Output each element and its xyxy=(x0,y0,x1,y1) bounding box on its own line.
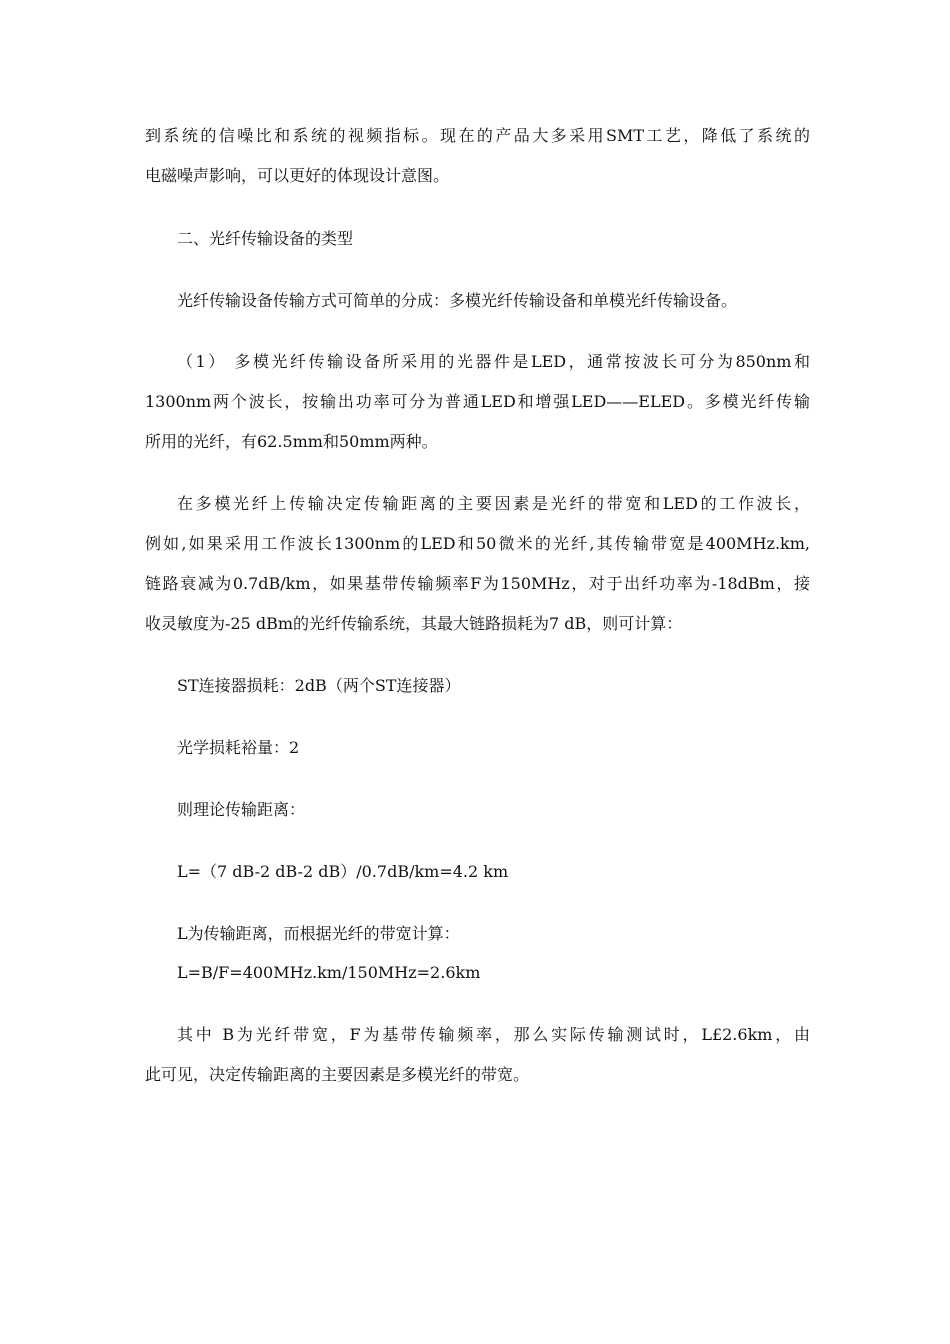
intro-line-2: 电磁噪声影响，可以更好的体现设计意图。 xyxy=(145,166,450,185)
multimode-line-1: （1） 多模光纤传输设备所采用的光器件是LED，通常按波长可分为850nm和 xyxy=(177,352,810,371)
section-heading: 二、光纤传输设备的类型 xyxy=(177,229,354,248)
distance-line-1: 在多模光纤上传输决定传输距离的主要因素是光纤的带宽和LED的工作波长， xyxy=(177,494,810,513)
attenuation-formula: L=（7 dB-2 dB-2 dB）/0.7dB/km=4.2 km xyxy=(177,862,509,881)
types-paragraph: 光纤传输设备传输方式可简单的分成：多模光纤传输设备和单模光纤传输设备。 xyxy=(177,291,738,310)
bandwidth-formula: L=B/F=400MHz.km/150MHz=2.6km xyxy=(177,963,481,982)
optical-margin-line: 光学损耗裕量：2 xyxy=(177,738,300,757)
theory-distance-label: 则理论传输距离： xyxy=(177,800,306,819)
bandwidth-label: L为传输距离，而根据光纤的带宽计算： xyxy=(177,924,460,943)
distance-line-2: 例如,如果采用工作波长1300nm的LED和50微米的光纤,其传输带宽是400MHz.km, xyxy=(145,534,810,553)
intro-line-1: 到系统的信噪比和系统的视频指标。现在的产品大多采用SMT工艺，降低了系统的 xyxy=(145,126,810,145)
multimode-line-2: 1300nm两个波长，按输出功率可分为普通LED和增强LED——ELED。多模光纤传输 xyxy=(145,392,810,411)
distance-line-3: 链路衰减为0.7dB/km，如果基带传输频率F为150MHz，对于出纤功率为-18dBm，接 xyxy=(145,574,810,593)
conclusion-line-2: 此可见，决定传输距离的主要因素是多模光纤的带宽。 xyxy=(145,1065,530,1084)
distance-line-4: 收灵敏度为-25 dBm的光纤传输系统，其最大链路损耗为7 dB，则可计算： xyxy=(145,614,683,633)
multimode-line-3: 所用的光纤，有62.5mm和50mm两种。 xyxy=(145,432,438,451)
conclusion-line-1: 其中 B为光纤带宽，F为基带传输频率，那么实际传输测试时，L£2.6km，由 xyxy=(177,1025,810,1044)
connector-loss-line: ST连接器损耗：2dB（两个ST连接器） xyxy=(177,676,461,695)
